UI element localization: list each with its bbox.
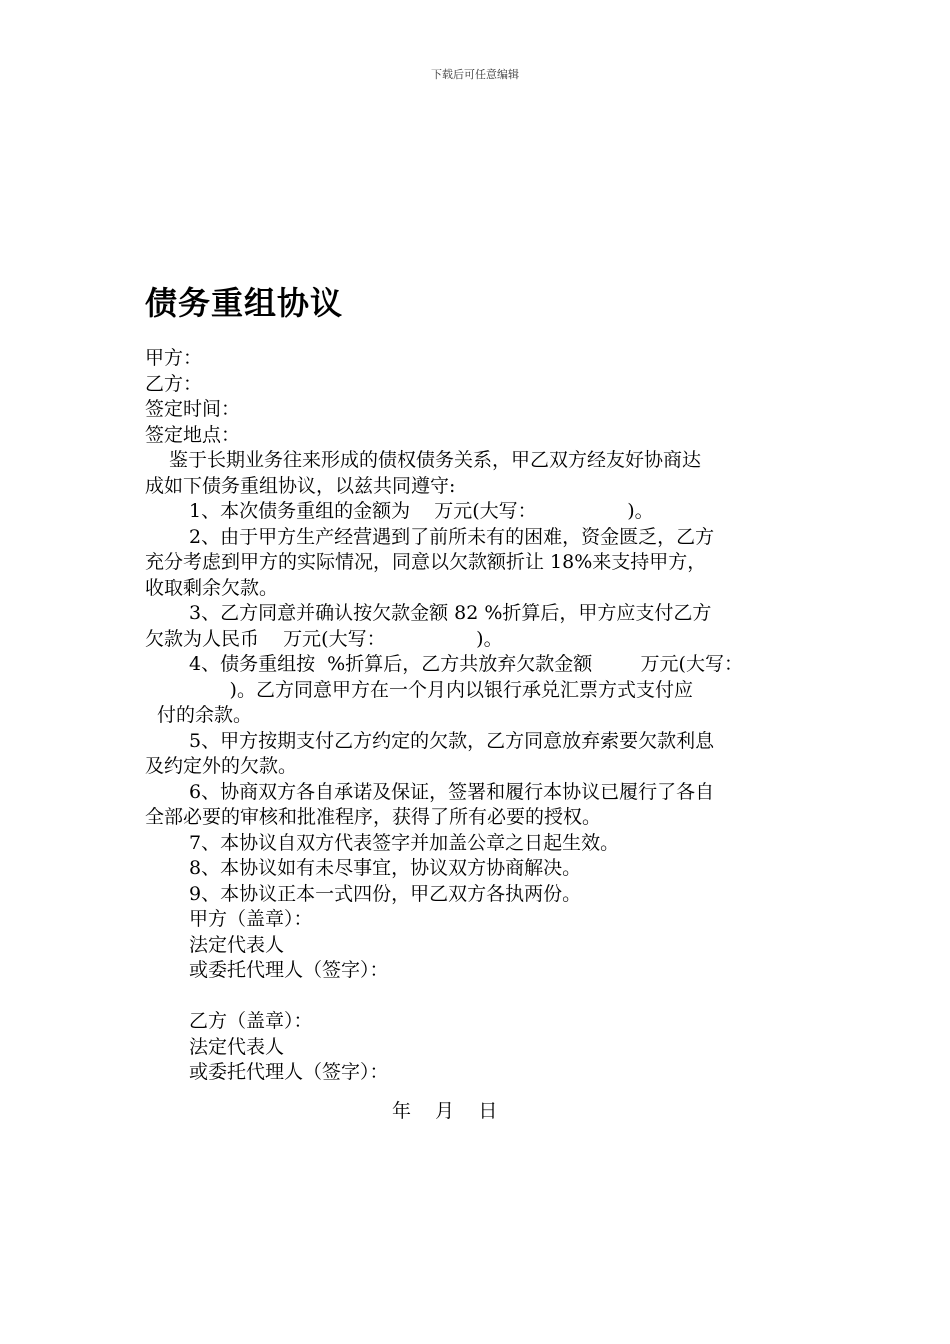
document-body xyxy=(145,346,810,1086)
clause-6-line: 全部必要的审核和批准程序，获得了所有必要的授权。 xyxy=(145,806,602,828)
preamble-line: 成如下债务重组协议，以兹共同遵守: xyxy=(145,474,456,497)
clause-7-line: 7、本协议自双方代表签字并加盖公章之日起生效。 xyxy=(189,831,620,854)
date-line: 年 月 日 xyxy=(392,1100,498,1122)
header-note: 下载后可任意编辑 xyxy=(431,68,519,81)
spacer xyxy=(145,984,810,1010)
sign-time-label: 签定时间： xyxy=(145,398,241,420)
party-a-agent-label: 或委托代理人（签字）： xyxy=(189,959,389,981)
preamble-line: 鉴于长期业务往来形成的债权债务关系，甲乙双方经友好协商达 xyxy=(169,449,702,471)
clause-4-line: 4、债务重组按 %折算后，乙方共放弃欠款金额 万元(大写： xyxy=(189,653,743,675)
clause-3-line: 欠款为人民币 万元(大写： )。 xyxy=(145,627,503,650)
clause-4-line: )。乙方同意甲方在一个月内以银行承兑汇票方式支付应 xyxy=(145,678,693,701)
clause-2-line: 收取剩余欠款。 xyxy=(145,576,279,599)
clause-1-line: 1、本次债务重组的金额为 万元(大写： )。 xyxy=(189,500,654,522)
clause-2-line: 充分考虑到甲方的实际情况，同意以欠款额折让 18%来支持甲方， xyxy=(145,551,707,573)
party-a-seal-label: 甲方（盖章）： xyxy=(189,908,313,930)
clause-3-line: 3、乙方同意并确认按欠款金额 82 %折算后，甲方应支付乙方 xyxy=(189,602,712,624)
clause-5-line: 及约定外的欠款。 xyxy=(145,755,298,777)
clause-5-line: 5、甲方按期支付乙方约定的欠款，乙方同意放弃索要欠款利息 xyxy=(189,729,715,752)
party-b-seal-label: 乙方（盖章）： xyxy=(189,1010,313,1032)
clause-4-line: 付的余款。 xyxy=(157,704,253,726)
document-title: 债务重组协议 xyxy=(145,284,344,322)
party-b-agent-label: 或委托代理人（签字）： xyxy=(189,1061,389,1083)
clause-6-line: 6、协商双方各自承诺及保证，签署和履行本协议已履行了各自 xyxy=(189,780,715,803)
party-a-label: 甲方： xyxy=(145,347,203,369)
party-b-label: 乙方： xyxy=(145,372,203,395)
clause-2-line: 2、由于甲方生产经营遇到了前所未有的困难，资金匮乏，乙方 xyxy=(189,525,715,548)
party-a-rep-label: 法定代表人 xyxy=(189,933,285,956)
party-b-rep-label: 法定代表人 xyxy=(189,1035,285,1058)
sign-place-label: 签定地点： xyxy=(145,423,241,446)
clause-8-line: 8、本协议如有未尽事宜，协议双方协商解决。 xyxy=(189,857,582,879)
clause-9-line: 9、本协议正本一式四份，甲乙双方各执两份。 xyxy=(189,882,582,905)
